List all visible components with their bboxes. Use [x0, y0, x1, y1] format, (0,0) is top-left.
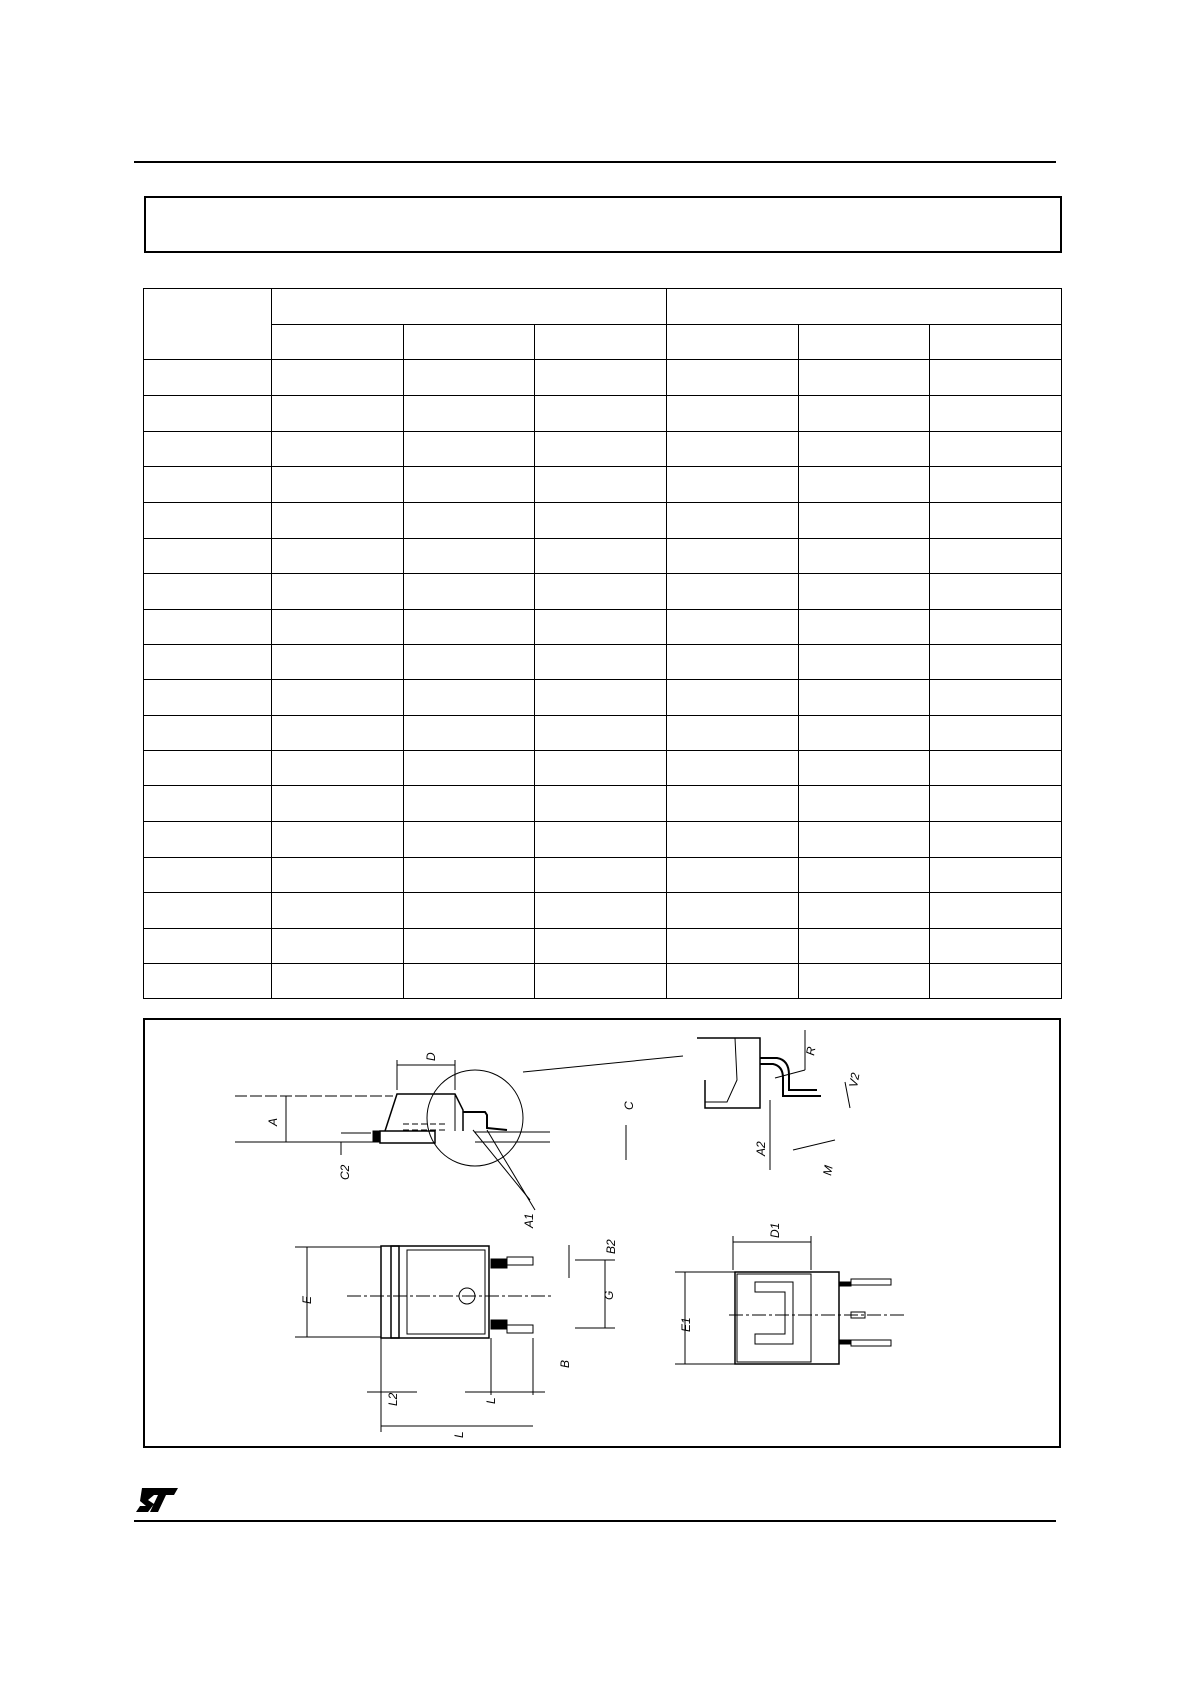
- dim-value-cell: [930, 502, 1062, 538]
- dim-value-cell: [272, 822, 404, 857]
- table-row: [144, 644, 1062, 679]
- table-row: [144, 467, 1062, 502]
- dim-value-cell: [535, 573, 667, 609]
- dim-value-cell: [403, 467, 535, 502]
- dim-value-cell: [667, 396, 799, 432]
- detail-view: [697, 1030, 863, 1177]
- dim-symbol-cell: [144, 822, 272, 857]
- dim-symbol-cell: [144, 432, 272, 467]
- dim-value-cell: [930, 573, 1062, 609]
- dim-value-cell: [930, 396, 1062, 432]
- col-typ-mm: [403, 325, 535, 360]
- bottom-rule: [134, 1520, 1056, 1522]
- dim-value-cell: [930, 538, 1062, 573]
- dim-value-cell: [272, 609, 404, 644]
- bottom-view: [675, 1223, 907, 1364]
- dim-value-cell: [930, 928, 1062, 963]
- dim-value-cell: [535, 467, 667, 502]
- dim-symbol-cell: [144, 857, 272, 892]
- dim-value-cell: [798, 396, 930, 432]
- table-row: [144, 360, 1062, 396]
- dim-value-cell: [272, 360, 404, 396]
- dim-value-cell: [667, 716, 799, 751]
- dim-value-cell: [798, 432, 930, 467]
- dim-value-cell: [535, 432, 667, 467]
- label-D1: D1: [768, 1222, 782, 1238]
- dim-value-cell: [798, 857, 930, 892]
- dim-symbol-cell: [144, 573, 272, 609]
- dim-value-cell: [403, 716, 535, 751]
- label-C: C: [622, 1101, 636, 1110]
- dim-value-cell: [535, 716, 667, 751]
- table-row: [144, 786, 1062, 822]
- header-mm: [272, 289, 667, 325]
- dim-value-cell: [272, 396, 404, 432]
- dim-symbol-cell: [144, 716, 272, 751]
- dim-value-cell: [403, 928, 535, 963]
- dim-value-cell: [667, 751, 799, 786]
- dim-value-cell: [403, 609, 535, 644]
- dim-value-cell: [667, 963, 799, 998]
- dim-value-cell: [930, 467, 1062, 502]
- dim-value-cell: [272, 857, 404, 892]
- dim-value-cell: [930, 609, 1062, 644]
- table-row: [144, 573, 1062, 609]
- dim-value-cell: [667, 928, 799, 963]
- col-min-inch: [667, 325, 799, 360]
- dim-value-cell: [798, 538, 930, 573]
- dim-value-cell: [667, 857, 799, 892]
- dim-value-cell: [930, 892, 1062, 928]
- dim-value-cell: [403, 644, 535, 679]
- dim-value-cell: [535, 786, 667, 822]
- dim-value-cell: [272, 538, 404, 573]
- dim-value-cell: [272, 502, 404, 538]
- dim-value-cell: [403, 396, 535, 432]
- dim-value-cell: [667, 467, 799, 502]
- dim-value-cell: [403, 502, 535, 538]
- table-row: [144, 609, 1062, 644]
- dim-value-cell: [535, 609, 667, 644]
- dim-symbol-cell: [144, 963, 272, 998]
- table-row: [144, 822, 1062, 857]
- dim-symbol-cell: [144, 502, 272, 538]
- dim-value-cell: [272, 467, 404, 502]
- dim-value-cell: [272, 928, 404, 963]
- dim-symbol-cell: [144, 538, 272, 573]
- dim-value-cell: [403, 432, 535, 467]
- label-M: M: [820, 1164, 836, 1177]
- label-L: L: [452, 1431, 466, 1438]
- dim-value-cell: [930, 857, 1062, 892]
- table-row: [144, 538, 1062, 573]
- dim-value-cell: [930, 786, 1062, 822]
- dim-value-cell: [403, 786, 535, 822]
- label-R: R: [803, 1045, 819, 1057]
- dim-value-cell: [798, 680, 930, 716]
- dim-symbol-cell: [144, 609, 272, 644]
- label-V2: V2: [846, 1071, 863, 1089]
- dim-value-cell: [272, 786, 404, 822]
- dim-value-cell: [798, 609, 930, 644]
- side-view: [235, 1052, 683, 1229]
- dim-value-cell: [535, 857, 667, 892]
- table-row: [144, 396, 1062, 432]
- label-C2: C2: [338, 1164, 352, 1180]
- dim-value-cell: [403, 538, 535, 573]
- label-G: G: [602, 1290, 616, 1300]
- dim-symbol-cell: [144, 396, 272, 432]
- dim-symbol-cell: [144, 467, 272, 502]
- table-row: [144, 963, 1062, 998]
- table-row: [144, 857, 1062, 892]
- package-outline-svg: [145, 1020, 1063, 1450]
- package-drawing: [143, 1018, 1061, 1448]
- label-A1: A1: [522, 1213, 536, 1228]
- dim-symbol-cell: [144, 928, 272, 963]
- dim-value-cell: [403, 857, 535, 892]
- dim-value-cell: [403, 360, 535, 396]
- dim-value-cell: [535, 963, 667, 998]
- dim-value-cell: [403, 751, 535, 786]
- dim-value-cell: [535, 502, 667, 538]
- dim-symbol-cell: [144, 360, 272, 396]
- table-title-box: [144, 196, 1062, 253]
- dim-value-cell: [798, 892, 930, 928]
- dim-value-cell: [535, 396, 667, 432]
- dim-value-cell: [798, 644, 930, 679]
- dim-value-cell: [667, 573, 799, 609]
- col-typ-inch: [798, 325, 930, 360]
- dim-value-cell: [272, 644, 404, 679]
- label-L2: L2: [386, 1392, 400, 1406]
- dim-value-cell: [403, 963, 535, 998]
- dim-value-cell: [930, 432, 1062, 467]
- dim-value-cell: [403, 892, 535, 928]
- dim-value-cell: [535, 644, 667, 679]
- dim-value-cell: [535, 892, 667, 928]
- col-max-mm: [535, 325, 667, 360]
- col-max-inch: [930, 325, 1062, 360]
- dim-value-cell: [798, 928, 930, 963]
- dim-symbol-cell: [144, 644, 272, 679]
- dim-value-cell: [798, 822, 930, 857]
- label-B: B: [558, 1359, 572, 1368]
- dim-value-cell: [667, 644, 799, 679]
- table-row: [144, 716, 1062, 751]
- label-A: A: [266, 1117, 280, 1126]
- dim-value-cell: [667, 892, 799, 928]
- dim-value-cell: [272, 680, 404, 716]
- dim-value-cell: [930, 716, 1062, 751]
- dim-value-cell: [930, 963, 1062, 998]
- header-dim: [144, 289, 272, 360]
- dim-value-cell: [535, 680, 667, 716]
- label-D: D: [424, 1052, 438, 1061]
- dim-value-cell: [272, 751, 404, 786]
- label-E: E: [300, 1295, 314, 1304]
- dim-value-cell: [272, 716, 404, 751]
- dim-value-cell: [798, 573, 930, 609]
- top-view: [295, 1239, 618, 1438]
- dim-value-cell: [667, 502, 799, 538]
- header-inch: [667, 289, 1062, 325]
- label-B2: B2: [604, 1239, 618, 1254]
- dim-value-cell: [667, 538, 799, 573]
- dim-value-cell: [930, 680, 1062, 716]
- dim-value-cell: [930, 644, 1062, 679]
- dim-value-cell: [403, 680, 535, 716]
- label-A2: A2: [754, 1141, 768, 1156]
- dim-value-cell: [930, 751, 1062, 786]
- dim-value-cell: [403, 573, 535, 609]
- dimensions-table: [143, 288, 1062, 999]
- dim-value-cell: [798, 467, 930, 502]
- table-row: [144, 680, 1062, 716]
- dim-value-cell: [272, 963, 404, 998]
- dim-value-cell: [930, 822, 1062, 857]
- table-row: [144, 892, 1062, 928]
- dim-value-cell: [272, 573, 404, 609]
- dim-symbol-cell: [144, 786, 272, 822]
- dim-value-cell: [798, 963, 930, 998]
- dim-value-cell: [535, 751, 667, 786]
- dim-value-cell: [667, 360, 799, 396]
- st-logo: [134, 1486, 180, 1514]
- dim-value-cell: [667, 680, 799, 716]
- dim-value-cell: [930, 360, 1062, 396]
- dim-symbol-cell: [144, 751, 272, 786]
- dim-value-cell: [535, 538, 667, 573]
- dim-value-cell: [535, 928, 667, 963]
- dim-value-cell: [798, 751, 930, 786]
- dim-value-cell: [272, 892, 404, 928]
- top-rule: [134, 161, 1056, 163]
- table-row: [144, 432, 1062, 467]
- dim-value-cell: [798, 502, 930, 538]
- label-L-lead: L: [484, 1397, 498, 1404]
- col-min-mm: [272, 325, 404, 360]
- dim-value-cell: [535, 822, 667, 857]
- table-row: [144, 502, 1062, 538]
- dim-symbol-cell: [144, 892, 272, 928]
- dim-value-cell: [667, 432, 799, 467]
- dim-value-cell: [667, 822, 799, 857]
- dim-value-cell: [403, 822, 535, 857]
- table-row: [144, 751, 1062, 786]
- dim-value-cell: [798, 786, 930, 822]
- label-E1: E1: [679, 1317, 693, 1332]
- table-row: [144, 928, 1062, 963]
- dim-value-cell: [535, 360, 667, 396]
- dim-value-cell: [798, 360, 930, 396]
- dim-value-cell: [667, 609, 799, 644]
- dim-value-cell: [798, 716, 930, 751]
- dim-value-cell: [272, 432, 404, 467]
- dim-value-cell: [667, 786, 799, 822]
- dim-symbol-cell: [144, 680, 272, 716]
